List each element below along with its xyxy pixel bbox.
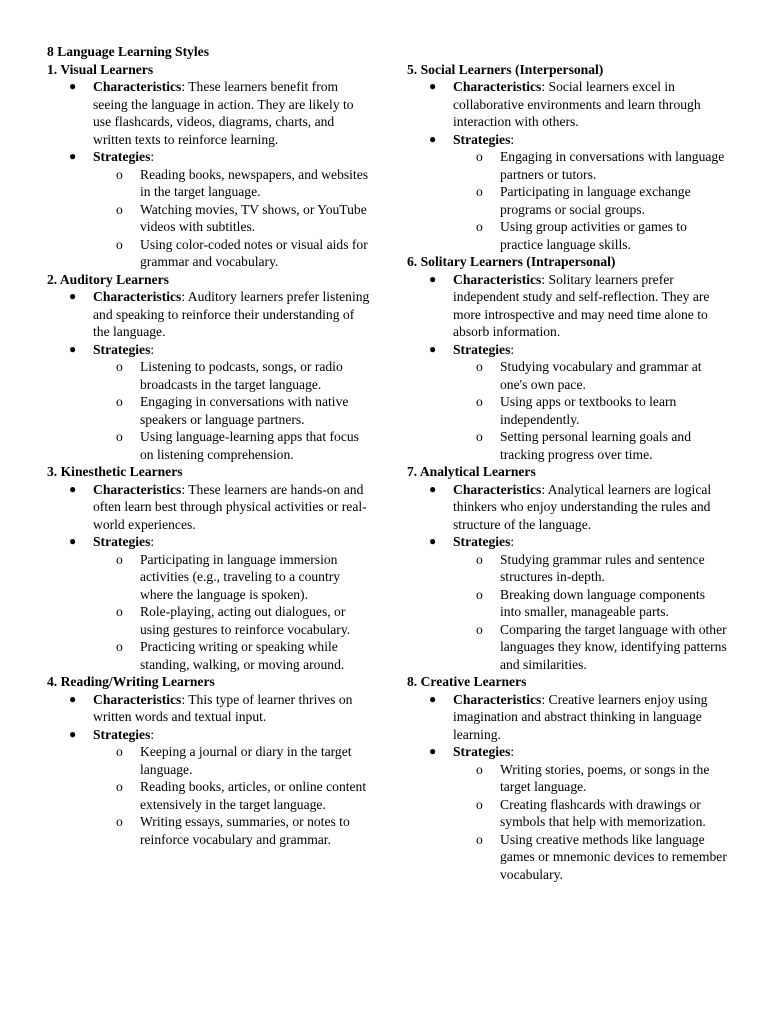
strategy-text: Creating flashcards with drawings or symbols that help with memorization.: [500, 796, 706, 829]
bullet-icon: ●: [429, 271, 437, 286]
section-heading: 7. Analytical Learners: [407, 464, 536, 479]
right-column: [407, 61, 727, 884]
bullet-icon: ●: [429, 481, 437, 496]
bullet-icon: ●: [429, 691, 437, 706]
section-heading: 4. Reading/Writing Learners: [47, 674, 215, 689]
circle-bullet-icon: o: [116, 744, 123, 759]
strategy-text: Reading books, articles, or online content extensively in the target language.: [140, 779, 367, 812]
strategy-list-item: [47, 638, 372, 673]
learning-style-section: [407, 673, 727, 883]
characteristics-item: [407, 271, 727, 341]
learning-style-section: [407, 61, 727, 254]
strategy-list-item: [407, 551, 727, 586]
strategy-text: Setting personal learning goals and tracking progress over time.: [500, 429, 692, 462]
characteristics-text: : This type of learner thrives on written words and textual input.: [93, 691, 353, 724]
strategy-list-item: [407, 183, 727, 218]
left-column: [47, 43, 372, 848]
strategies-label: Strategies: [453, 744, 511, 759]
circle-bullet-icon: o: [116, 166, 123, 182]
strategies-label: Strategies: [453, 131, 511, 147]
strategy-text: Engaging in conversations with native speakers or language partners.: [140, 394, 349, 427]
section-heading: 1. Visual Learners: [47, 61, 154, 77]
strategy-text: Using color-coded notes or visual aids for grammar and vocabulary.: [140, 236, 368, 269]
strategy-list-item: [407, 218, 727, 253]
strategies-label: Strategies: [93, 149, 151, 164]
circle-bullet-icon: o: [476, 831, 483, 847]
learning-style-section: [47, 463, 372, 673]
strategy-text: Using creative methods like language games or mnemonic devices to remember vocabulary.: [500, 831, 727, 882]
strategy-text: Using apps or textbooks to learn independently.: [500, 394, 677, 427]
characteristics-label: Characteristics: [93, 481, 182, 497]
strategy-list-item: [407, 393, 727, 428]
strategy-list-item: [407, 148, 727, 183]
learning-style-section: [47, 271, 372, 464]
characteristics-item: [47, 691, 372, 726]
strategies-colon: :: [150, 534, 155, 549]
strategy-text: Keeping a journal or diary in the target language.: [140, 744, 352, 777]
strategy-text: Writing stories, poems, or songs in the target language.: [500, 761, 710, 794]
learning-style-section: [47, 61, 372, 271]
bullet-icon: ●: [69, 79, 77, 93]
strategy-text: Participating in language immersion activities (e.g., traveling to a country where the language is spoken).: [140, 551, 341, 602]
strategy-text: Role-playing, acting out dialogues, or using gestures to reinforce vocabulary.: [140, 604, 351, 637]
bullet-icon: ●: [69, 691, 77, 706]
strategy-list-item: [47, 778, 372, 813]
characteristics-item: [407, 691, 727, 744]
bullet-icon: ●: [69, 341, 77, 356]
strategy-list-item: [407, 358, 727, 393]
strategies-colon: :: [150, 341, 155, 357]
circle-bullet-icon: o: [116, 814, 123, 829]
strategies-colon: :: [510, 534, 515, 549]
strategy-list-item: [47, 358, 372, 393]
strategies-item: [47, 726, 372, 744]
strategies-item: [407, 341, 727, 359]
characteristics-item: [407, 481, 727, 534]
characteristics-item: [407, 78, 727, 131]
circle-bullet-icon: o: [116, 429, 123, 444]
strategies-label: Strategies: [93, 534, 151, 549]
strategy-text: Studying grammar rules and sentence structures in-depth.: [500, 551, 705, 584]
strategy-text: Listening to podcasts, songs, or radio broadcasts in the target language.: [140, 359, 343, 392]
strategies-item: [47, 533, 372, 551]
strategy-text: Practicing writing or speaking while standing, walking, or moving around.: [140, 639, 345, 672]
strategy-list-item: [47, 743, 372, 778]
characteristics-label: Characteristics: [453, 481, 542, 497]
strategy-text: Studying vocabulary and grammar at one's own pace.: [500, 359, 702, 392]
bullet-icon: ●: [69, 481, 77, 496]
strategy-text: Writing essays, summaries, or notes to reinforce vocabulary and grammar.: [140, 814, 350, 847]
strategy-text: Engaging in conversations with language partners or tutors.: [500, 149, 725, 182]
strategies-colon: :: [150, 149, 155, 164]
circle-bullet-icon: o: [116, 551, 123, 567]
bullet-icon: ●: [69, 149, 77, 163]
characteristics-label: Characteristics: [453, 271, 542, 287]
circle-bullet-icon: o: [116, 201, 123, 217]
bullet-icon: ●: [69, 534, 77, 548]
characteristics-item: [47, 288, 372, 341]
strategies-label: Strategies: [93, 341, 151, 357]
strategies-item: [407, 131, 727, 149]
strategy-list-item: [47, 201, 372, 236]
circle-bullet-icon: o: [476, 219, 483, 234]
strategy-list-item: [47, 393, 372, 428]
strategies-colon: :: [150, 726, 155, 742]
strategy-text: Watching movies, TV shows, or YouTube videos with subtitles.: [140, 201, 367, 234]
circle-bullet-icon: o: [476, 429, 483, 444]
characteristics-text: : Solitary learners prefer independent study and self-reflection. They are more introspective and may need time alone to absorb information.: [453, 271, 710, 339]
section-heading: 2. Auditory Learners: [47, 271, 169, 287]
characteristics-label: Characteristics: [453, 79, 542, 94]
circle-bullet-icon: o: [116, 394, 123, 409]
strategies-item: [407, 743, 727, 761]
circle-bullet-icon: o: [476, 551, 483, 567]
circle-bullet-icon: o: [116, 639, 123, 654]
learning-style-section: [47, 673, 372, 848]
characteristics-text: : Social learners excel in collaborative environments and learn through interaction with others.: [453, 79, 701, 129]
bullet-icon: ●: [429, 131, 437, 146]
strategy-text: Reading books, newspapers, and websites in the target language.: [140, 166, 369, 199]
characteristics-text: : These learners benefit from seeing the language in action. They are likely to use flashcards, videos, diagrams, charts, and written texts to reinforce learning.: [93, 79, 354, 147]
circle-bullet-icon: o: [116, 359, 123, 374]
circle-bullet-icon: o: [476, 184, 483, 199]
characteristics-text: : Creative learners enjoy using imagination and abstract thinking in language learning.: [453, 691, 708, 742]
circle-bullet-icon: o: [116, 236, 123, 252]
document-title: 8 Language Learning Styles: [47, 44, 210, 59]
characteristics-text: : Analytical learners are logical thinkers who enjoy understanding the rules and structure of the language.: [453, 481, 712, 532]
characteristics-item: [47, 78, 372, 148]
characteristics-label: Characteristics: [93, 691, 182, 707]
strategies-colon: :: [510, 341, 515, 357]
bullet-icon: ●: [429, 341, 437, 356]
strategies-label: Strategies: [93, 726, 151, 742]
strategies-label: Strategies: [453, 534, 511, 549]
bullet-icon: ●: [69, 289, 77, 303]
section-heading: 3. Kinesthetic Learners: [47, 464, 183, 479]
strategy-list-item: [47, 166, 372, 201]
section-heading: 5. Social Learners (Interpersonal): [407, 61, 604, 77]
bullet-icon: ●: [429, 79, 437, 93]
strategies-label: Strategies: [453, 341, 511, 357]
strategy-list-item: [47, 603, 372, 638]
circle-bullet-icon: o: [116, 604, 123, 619]
bullet-icon: ●: [69, 726, 77, 741]
strategy-list-item: [47, 236, 372, 271]
strategy-list-item: [407, 621, 727, 674]
circle-bullet-icon: o: [476, 621, 483, 637]
circle-bullet-icon: o: [476, 796, 483, 812]
circle-bullet-icon: o: [476, 586, 483, 602]
strategy-text: Breaking down language components into smaller, manageable parts.: [500, 586, 705, 619]
strategy-list-item: [407, 761, 727, 796]
characteristics-label: Characteristics: [93, 79, 182, 94]
strategy-list-item: [407, 796, 727, 831]
circle-bullet-icon: o: [116, 779, 123, 794]
bullet-icon: ●: [429, 744, 437, 758]
strategy-text: Participating in language exchange programs or social groups.: [500, 184, 691, 217]
circle-bullet-icon: o: [476, 359, 483, 374]
strategy-list-item: [47, 813, 372, 848]
section-heading: 8. Creative Learners: [407, 674, 527, 689]
strategy-list-item: [407, 428, 727, 463]
circle-bullet-icon: o: [476, 149, 483, 164]
strategy-list-item: [407, 831, 727, 884]
bullet-icon: ●: [429, 534, 437, 548]
strategies-item: [47, 148, 372, 166]
characteristics-label: Characteristics: [453, 691, 542, 707]
strategies-colon: :: [510, 131, 515, 147]
section-heading: 6. Solitary Learners (Intrapersonal): [407, 254, 616, 269]
characteristics-item: [47, 481, 372, 534]
strategy-text: Using language-learning apps that focus on listening comprehension.: [140, 429, 359, 462]
characteristics-text: : These learners are hands-on and often learn best through physical activities or real-world experiences.: [93, 481, 367, 532]
strategy-list-item: [47, 428, 372, 463]
learning-style-section: [407, 463, 727, 673]
strategies-item: [47, 341, 372, 359]
learning-style-section: [407, 253, 727, 463]
strategy-list-item: [407, 586, 727, 621]
circle-bullet-icon: o: [476, 761, 483, 777]
strategy-text: Using group activities or games to practice language skills.: [500, 219, 687, 252]
circle-bullet-icon: o: [476, 394, 483, 409]
strategies-colon: :: [510, 744, 515, 759]
strategy-text: Comparing the target language with other languages they know, identifying patterns and similarities.: [500, 621, 727, 672]
strategy-list-item: [47, 551, 372, 604]
characteristics-text: : Auditory learners prefer listening and speaking to reinforce their understanding of the language.: [93, 289, 370, 339]
characteristics-label: Characteristics: [93, 289, 182, 304]
strategies-item: [407, 533, 727, 551]
